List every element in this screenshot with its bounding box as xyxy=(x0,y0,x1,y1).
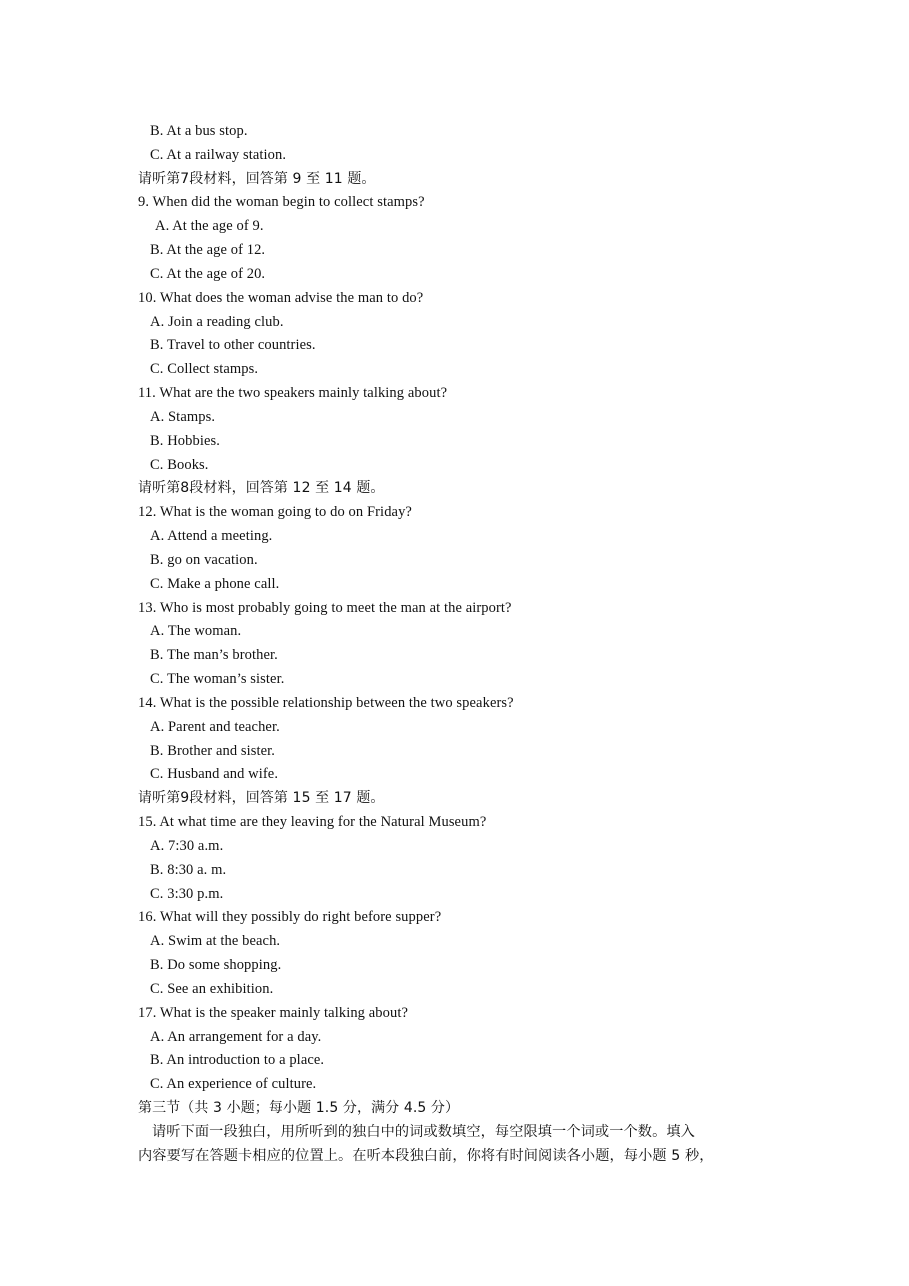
option-a-q9: A. At the age of 9. xyxy=(155,218,264,234)
option-a-q13: A. The woman. xyxy=(150,623,242,639)
option-c-q17: C. An experience of culture. xyxy=(150,1076,317,1092)
question-12: 12. What is the woman going to do on Friday? xyxy=(138,504,412,520)
option-c-q10: C. Collect stamps. xyxy=(150,361,259,377)
option-b-q12: B. go on vacation. xyxy=(150,552,258,568)
option-a-q15: A. 7:30 a.m. xyxy=(150,838,224,854)
option-b-q10: B. Travel to other countries. xyxy=(150,337,316,353)
question-17: 17. What is the speaker mainly talking about? xyxy=(138,1005,408,1021)
option-b-q17: B. An introduction to a place. xyxy=(150,1052,325,1068)
option-b-q15: B. 8:30 a. m. xyxy=(150,862,227,878)
question-13: 13. Who is most probably going to meet the man at the airport? xyxy=(138,600,512,616)
option-a-q10: A. Join a reading club. xyxy=(150,314,284,330)
option-a-q12: A. Attend a meeting. xyxy=(150,528,273,544)
question-15: 15. At what time are they leaving for the Natural Museum? xyxy=(138,814,487,830)
section-instruction-8: 请听第8段材料，回答第 12 至 14 题。 xyxy=(138,480,385,496)
question-14: 14. What is the possible relationship between the two speakers? xyxy=(138,695,514,711)
question-9: 9. When did the woman begin to collect stamps? xyxy=(138,194,425,210)
option-a-q11: A. Stamps. xyxy=(150,409,216,425)
option-b-q14: B. Brother and sister. xyxy=(150,743,276,759)
option-b-q13: B. The man’s brother. xyxy=(150,647,278,663)
option-c-q15: C. 3:30 p.m. xyxy=(150,886,224,902)
option-c-q8: C. At a railway station. xyxy=(150,147,287,163)
option-c-q16: C. See an exhibition. xyxy=(150,981,274,997)
option-c-q11: C. Books. xyxy=(150,457,209,473)
section-instruction-9: 请听第9段材料，回答第 15 至 17 题。 xyxy=(138,790,385,806)
option-c-q14: C. Husband and wife. xyxy=(150,766,279,782)
section-3-instruction-line-2: 内容要写在答题卡相应的位置上。在听本段独白前，你将有时间阅读各小题，每小题 5 秒， xyxy=(138,1148,714,1164)
option-a-q16: A. Swim at the beach. xyxy=(150,933,281,949)
section-3-instruction-line-1: 请听下面一段独白，用所听到的独白中的词或数填空，每空限填一个词或一个数。填入 xyxy=(152,1124,695,1140)
option-c-q9: C. At the age of 20. xyxy=(150,266,266,282)
option-a-q14: A. Parent and teacher. xyxy=(150,719,280,735)
question-10: 10. What does the woman advise the man to do? xyxy=(138,290,424,306)
option-c-q12: C. Make a phone call. xyxy=(150,576,280,592)
option-c-q13: C. The woman’s sister. xyxy=(150,671,285,687)
option-b-q11: B. Hobbies. xyxy=(150,433,220,449)
option-a-q17: A. An arrangement for a day. xyxy=(150,1029,322,1045)
section-instruction-7: 请听第7段材料，回答第 9 至 11 题。 xyxy=(138,171,376,187)
section-3-heading: 第三节（共 3 小题；每小题 1.5 分，满分 4.5 分） xyxy=(138,1100,460,1116)
question-11: 11. What are the two speakers mainly talking about? xyxy=(138,385,448,401)
option-b-q16: B. Do some shopping. xyxy=(150,957,282,973)
option-b-q8: B. At a bus stop. xyxy=(150,123,248,139)
option-b-q9: B. At the age of 12. xyxy=(150,242,266,258)
question-16: 16. What will they possibly do right before supper? xyxy=(138,909,442,925)
